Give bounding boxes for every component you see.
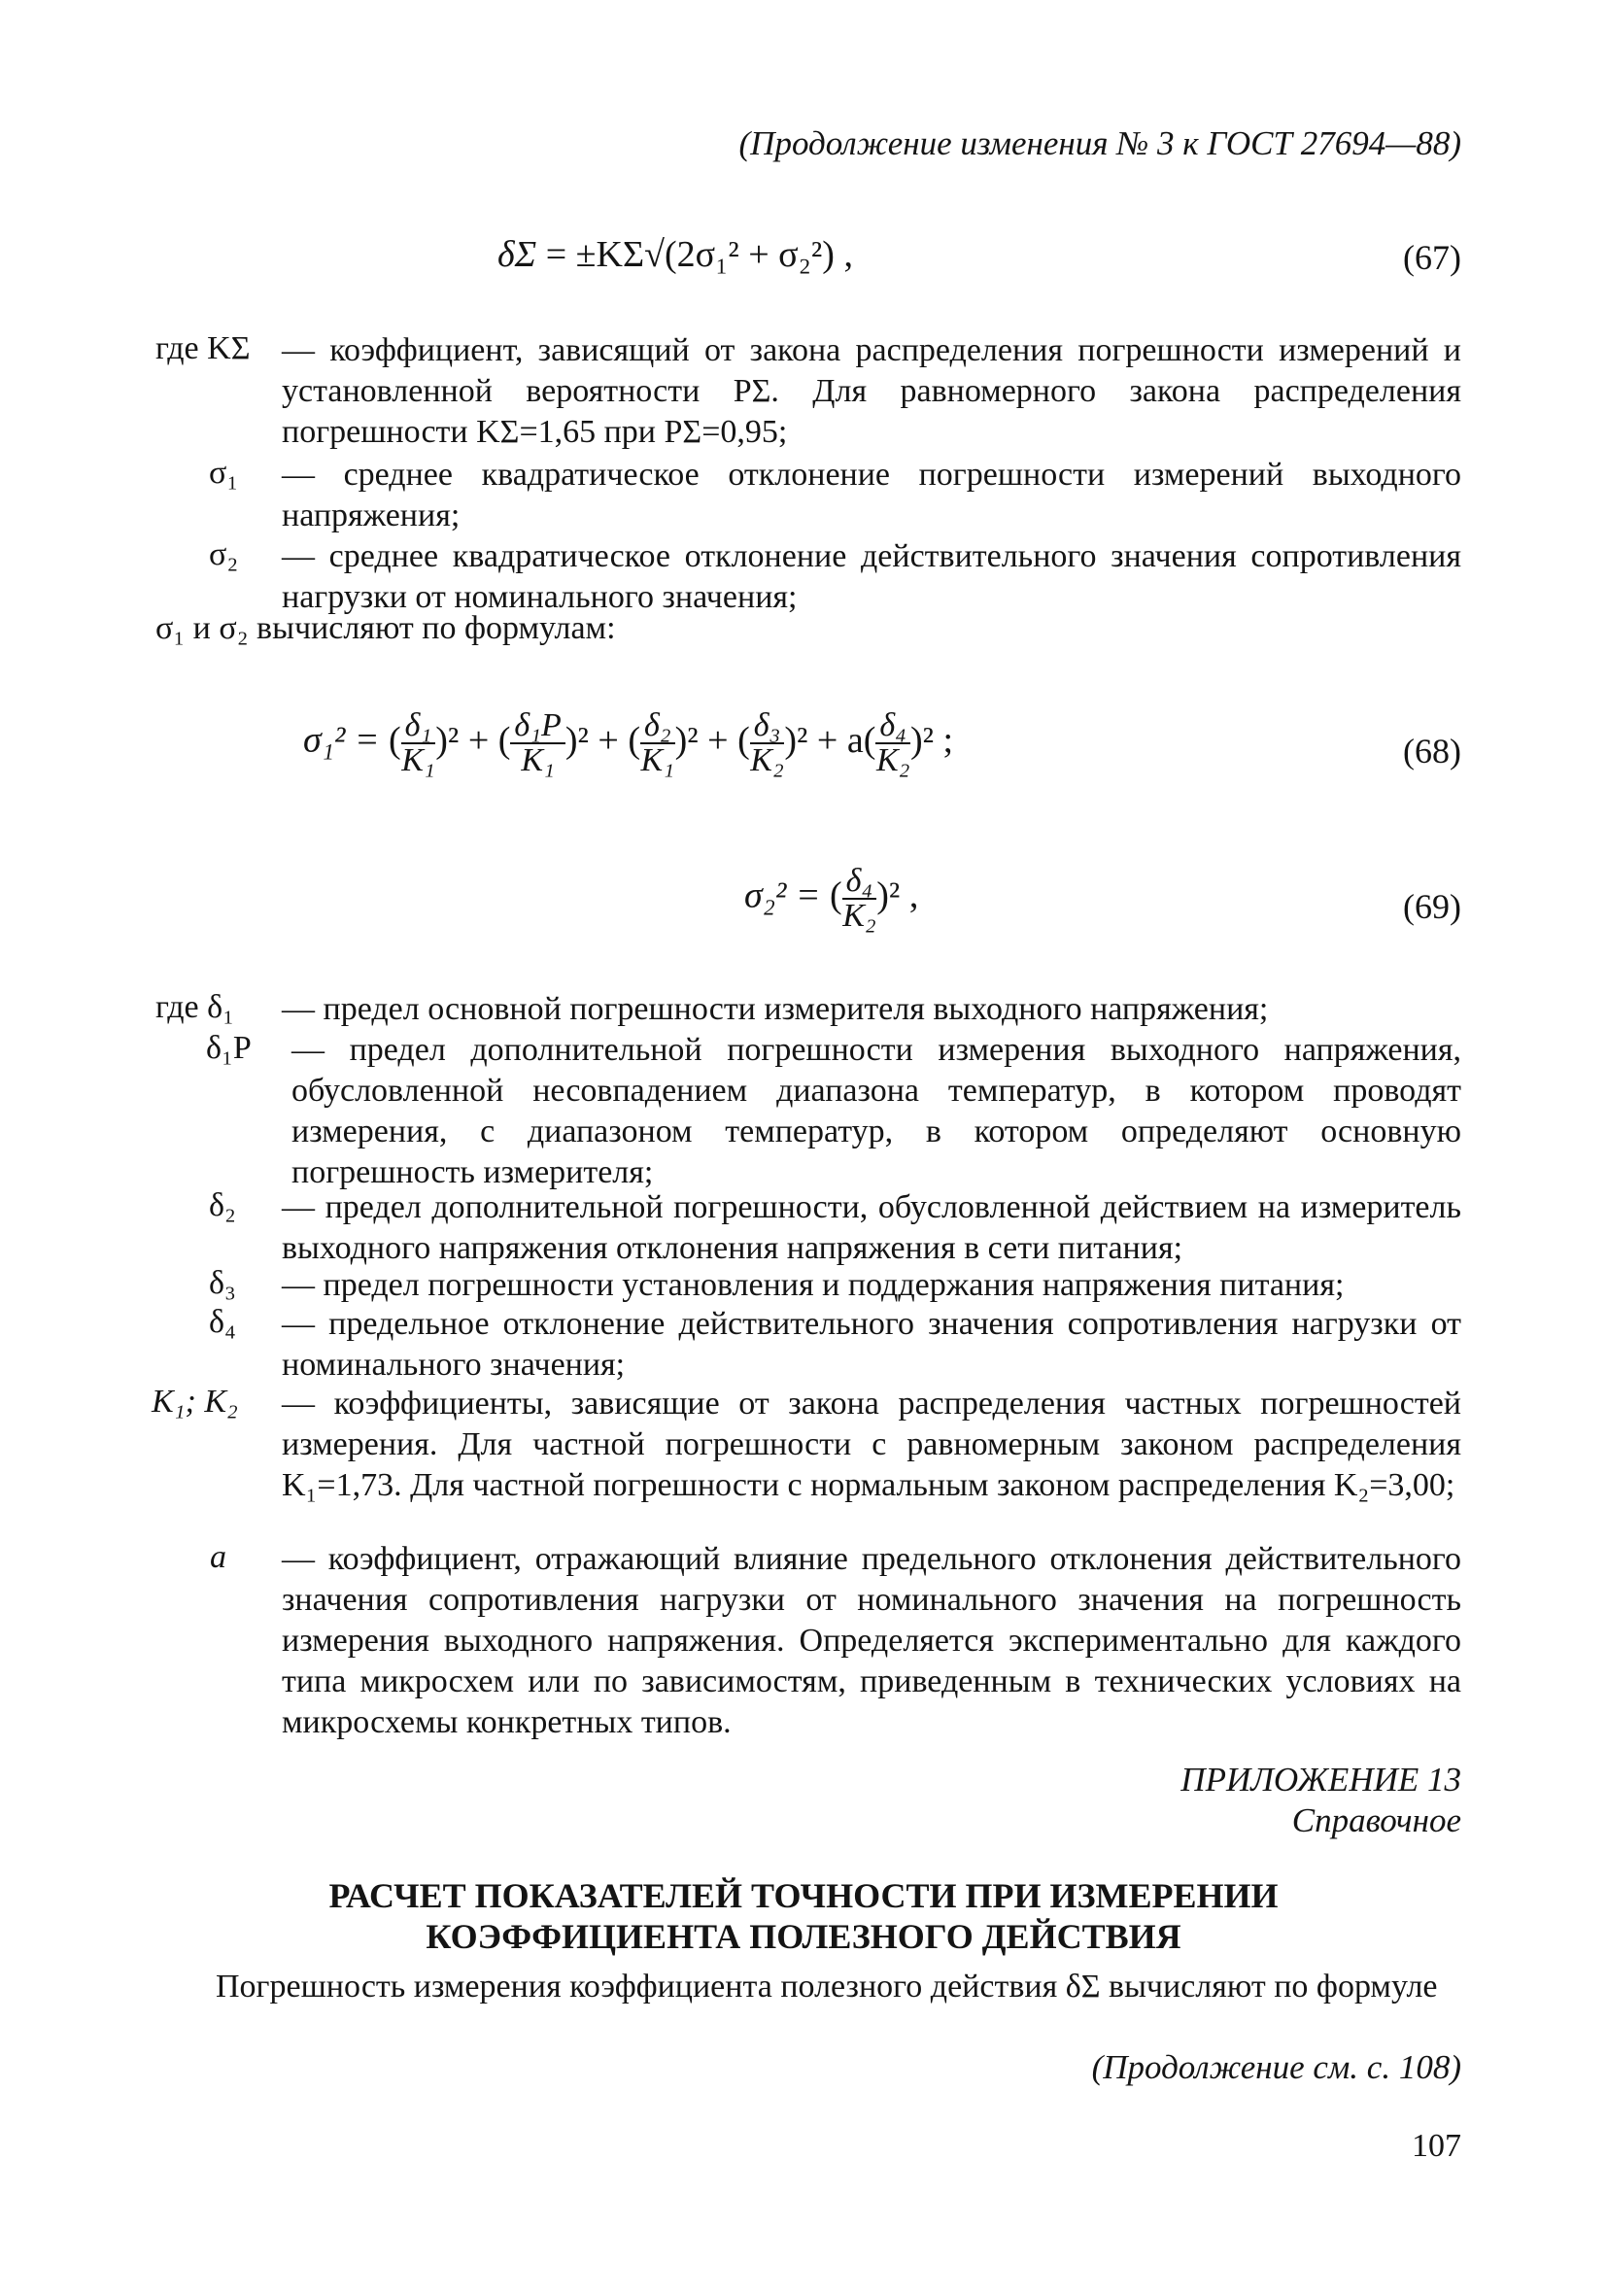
def-text-delta1p: — предел дополнительной погрешности измерения выходного напряжения, обусловленной несовпадением диапазона температур, в котором проводят измерения, с диапазоном температур, в котором определяют основную погрешность измерителя;: [291, 1032, 1461, 1190]
appendix-type: Справочное: [1291, 1801, 1461, 1839]
section-title-line-1: РАСЧЕТ ПОКАЗАТЕЛЕЙ ТОЧНОСТИ ПРИ ИЗМЕРЕНИИ: [328, 1876, 1279, 1915]
def-symbol-delta3: δ₃: [209, 1265, 236, 1301]
eq68-term-2: ( $\frac{\text{δ₁P}}{\text{K₁}}$ )² +: [497, 707, 619, 778]
eq68-term-1: ( $\frac{\text{δ₁}}{\text{K₁}}$ )² +: [389, 707, 490, 778]
body-paragraph: Погрешность измерения коэффициента полезного действия δΣ вычисляют по формуле: [216, 1969, 1438, 2005]
def-symbol-k1-k2: K₁; K₂: [152, 1384, 238, 1420]
formula-intro: σ₁ и σ₂ вычисляют по формулам:: [155, 610, 616, 646]
eq69-lhs: σ₂² =: [744, 874, 821, 916]
eq68-term-3: ( $\frac{\text{δ₂}}{\text{K₁}}$ )² +: [628, 707, 729, 778]
eq68-term-5: a( $\frac{\text{δ₄}}{\text{K₂}}$ )² ;: [846, 707, 954, 778]
def-text-delta2: — предел дополнительной погрешности, обусловленной действием на измеритель выходного напряжения отклонения напряжения в сети питания;: [282, 1189, 1461, 1266]
equation-69-number: (69): [1403, 887, 1461, 926]
def-text-delta3: — предел погрешности установления и поддержания напряжения питания;: [282, 1267, 1345, 1303]
def-text-delta1: — предел основной погрешности измерителя выходного напряжения;: [282, 991, 1269, 1027]
eq68-term-4: ( $\frac{\text{δ₃}}{\text{K₂}}$ )² +: [737, 707, 838, 778]
section-title-line-2: КОЭФФИЦИЕНТА ПОЛЕЗНОГО ДЕЙСТВИЯ: [426, 1917, 1181, 1956]
def-symbol-a: a: [210, 1539, 226, 1575]
def-text-delta4: — предельное отклонение действительного значения сопротивления нагрузки от номинального значения;: [282, 1306, 1461, 1383]
def-text-k-sigma: — коэффициент, зависящий от закона распределения погрешности измерений и установленной вероятности PΣ. Для равномерного закона распределения погрешности KΣ=1,65 при PΣ=0,95;: [282, 332, 1461, 450]
running-header: (Продолжение изменения № 3 к ГОСТ 27694—88): [738, 124, 1461, 162]
eq67-rhs: = ±KΣ√(2σ₁² + σ₂²) ,: [545, 234, 853, 275]
def-text-sigma2: — среднее квадратическое отклонение действительного значения сопротивления нагрузки от номинального значения;: [282, 538, 1461, 615]
eq67-lhs: δΣ: [497, 234, 537, 275]
equation-68-number: (68): [1403, 732, 1461, 771]
def-text-sigma1: — среднее квадратическое отклонение погрешности измерений выходного напряжения;: [282, 457, 1461, 533]
def-text-k1-k2: — коэффициенты, зависящие от закона распределения частных погрешностей измерения. Для частной погрешности с равномерным законом распределения K₁=1,73. Для частной погрешности с нормальным законом распределения K₂=3,00;: [282, 1386, 1461, 1503]
appendix-label: ПРИЛОЖЕНИЕ 13: [1180, 1761, 1461, 1799]
equation-67: [497, 233, 853, 276]
def-text-a: — коэффициент, отражающий влияние предельного отклонения действительного значения сопротивления нагрузки от номинального значения на погрешность измерения выходного напряжения. Определяется экспериментально для каждого типа микросхем или по зависимостям, приведенным в технических условиях на микросхемы конкретных типов.: [282, 1541, 1461, 1740]
equation-67-number: (67): [1403, 238, 1461, 277]
equation-68: [303, 709, 953, 777]
eq68-lhs: σ₁² =: [303, 719, 380, 761]
continued-note: (Продолжение см. с. 108): [1091, 2048, 1461, 2086]
def-symbol-delta1p: δ₁P: [206, 1030, 252, 1066]
def-symbol-delta1: где δ₁: [155, 989, 235, 1025]
def-symbol-delta4: δ₄: [209, 1304, 236, 1340]
equation-69: σ₂² = ( $\frac{\text{δ₄}}{\text{K₂}}$ )² ,: [744, 863, 919, 934]
page-number: 107: [1412, 2128, 1461, 2164]
def-symbol-delta2: δ₂: [209, 1187, 236, 1223]
def-symbol-k-sigma: где KΣ: [155, 330, 251, 366]
def-symbol-sigma2: σ₂: [209, 536, 239, 572]
def-symbol-sigma1: σ₁: [209, 455, 239, 491]
